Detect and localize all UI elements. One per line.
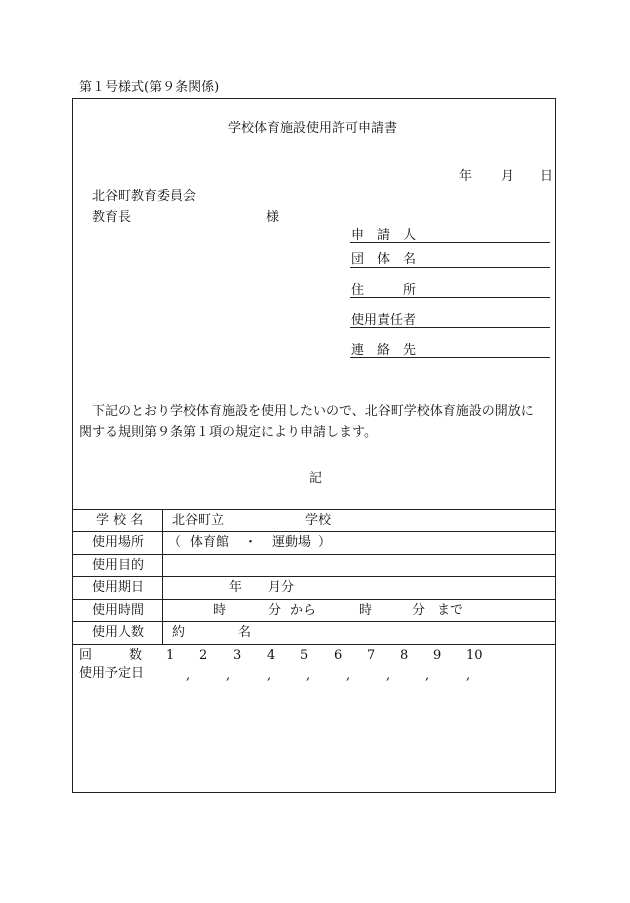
purpose-field[interactable] (164, 556, 554, 575)
option-separator: ・ (244, 535, 258, 550)
table-top-border (72, 509, 556, 510)
schedule-date-separator: , (226, 668, 231, 683)
row-divider (72, 644, 556, 645)
place-label: 使用場所 (92, 535, 145, 550)
contact-label: 連 絡 先 (351, 343, 417, 358)
ki-heading: 記 (309, 471, 323, 486)
time-label: 使用時間 (92, 603, 145, 618)
time-end-hour: 時 (359, 603, 373, 618)
responsible-person-label: 使用責任者 (351, 313, 417, 328)
school-prefix: 北谷町立 (172, 513, 225, 528)
schedule-date-separator: , (386, 668, 391, 683)
contact-field[interactable] (350, 357, 550, 358)
form-title: 学校体育施設使用許可申請書 (228, 121, 398, 136)
schedule-kai: 回 (79, 648, 93, 663)
row-divider (72, 531, 556, 532)
address-field[interactable] (350, 297, 550, 298)
row-divider (72, 554, 556, 555)
date-year: 年 (459, 169, 473, 184)
schedule-date-separator: , (346, 668, 351, 683)
period-year: 年 (229, 580, 243, 595)
label-column-divider (162, 509, 163, 644)
schedule-number: 5 (300, 648, 309, 663)
schedule-date-separator: , (306, 668, 311, 683)
date-day: 日 (540, 169, 554, 184)
applicant-label: 申 請 人 (351, 228, 417, 243)
body-text-line1: 下記のとおり学校体育施設を使用したいので、北谷町学校体育施設の開放に (92, 404, 534, 419)
row-divider (72, 621, 556, 622)
schedule-number: 6 (334, 648, 343, 663)
organization-label: 団 体 名 (351, 252, 417, 267)
date-month: 月 (501, 169, 515, 184)
schedule-number: 7 (367, 648, 376, 663)
responsible-person-field[interactable] (350, 327, 550, 328)
schedule-number: 9 (433, 648, 442, 663)
addressee-board: 北谷町教育委員会 (92, 189, 197, 204)
schedule-number: 10 (466, 648, 483, 663)
addressee-honorific: 様 (266, 210, 280, 225)
organization-field[interactable] (350, 267, 550, 268)
people-unit: 名 (238, 625, 252, 640)
schedule-date-entry-area[interactable] (74, 690, 554, 790)
body-text-line2: 関する規則第９条第１項の規定により申請します。 (79, 425, 377, 440)
people-approx: 約 (172, 625, 186, 640)
row-divider (72, 576, 556, 577)
option-athletic-field[interactable]: 運動場 (272, 535, 312, 550)
schedule-suu: 数 (129, 648, 143, 663)
place-close-paren: ） (318, 535, 332, 550)
period-month: 月分 (268, 580, 295, 595)
row-divider (72, 599, 556, 600)
time-end-minute: 分 (412, 603, 426, 618)
schedule-number: 1 (166, 648, 175, 663)
option-gymnasium[interactable]: 体育館 (190, 535, 230, 550)
applicant-field[interactable] (350, 242, 550, 243)
schedule-date-separator: , (466, 668, 471, 683)
schedule-number: 2 (199, 648, 208, 663)
people-label: 使用人数 (92, 625, 145, 640)
school-name-label: 学 校 名 (96, 513, 144, 528)
period-label: 使用期日 (92, 580, 145, 595)
schedule-date-separator: , (186, 668, 191, 683)
time-until: まで (437, 603, 464, 618)
time-start-hour: 時 (213, 603, 227, 618)
time-from: から (290, 603, 317, 618)
schedule-date-separator: , (267, 668, 272, 683)
schedule-date-label: 使用予定日 (79, 666, 145, 681)
addressee-superintendent: 教育長 (92, 210, 132, 225)
form-number-label: 第１号様式(第９条関係) (79, 80, 220, 95)
schedule-date-separator: , (425, 668, 430, 683)
schedule-number: 3 (233, 648, 242, 663)
schedule-number: 8 (400, 648, 409, 663)
schedule-number: 4 (267, 648, 276, 663)
school-suffix: 学校 (305, 513, 332, 528)
time-start-minute: 分 (268, 603, 282, 618)
address-label: 住 所 (351, 283, 417, 298)
purpose-label: 使用目的 (92, 558, 145, 573)
place-open-paren: （ (168, 535, 182, 550)
